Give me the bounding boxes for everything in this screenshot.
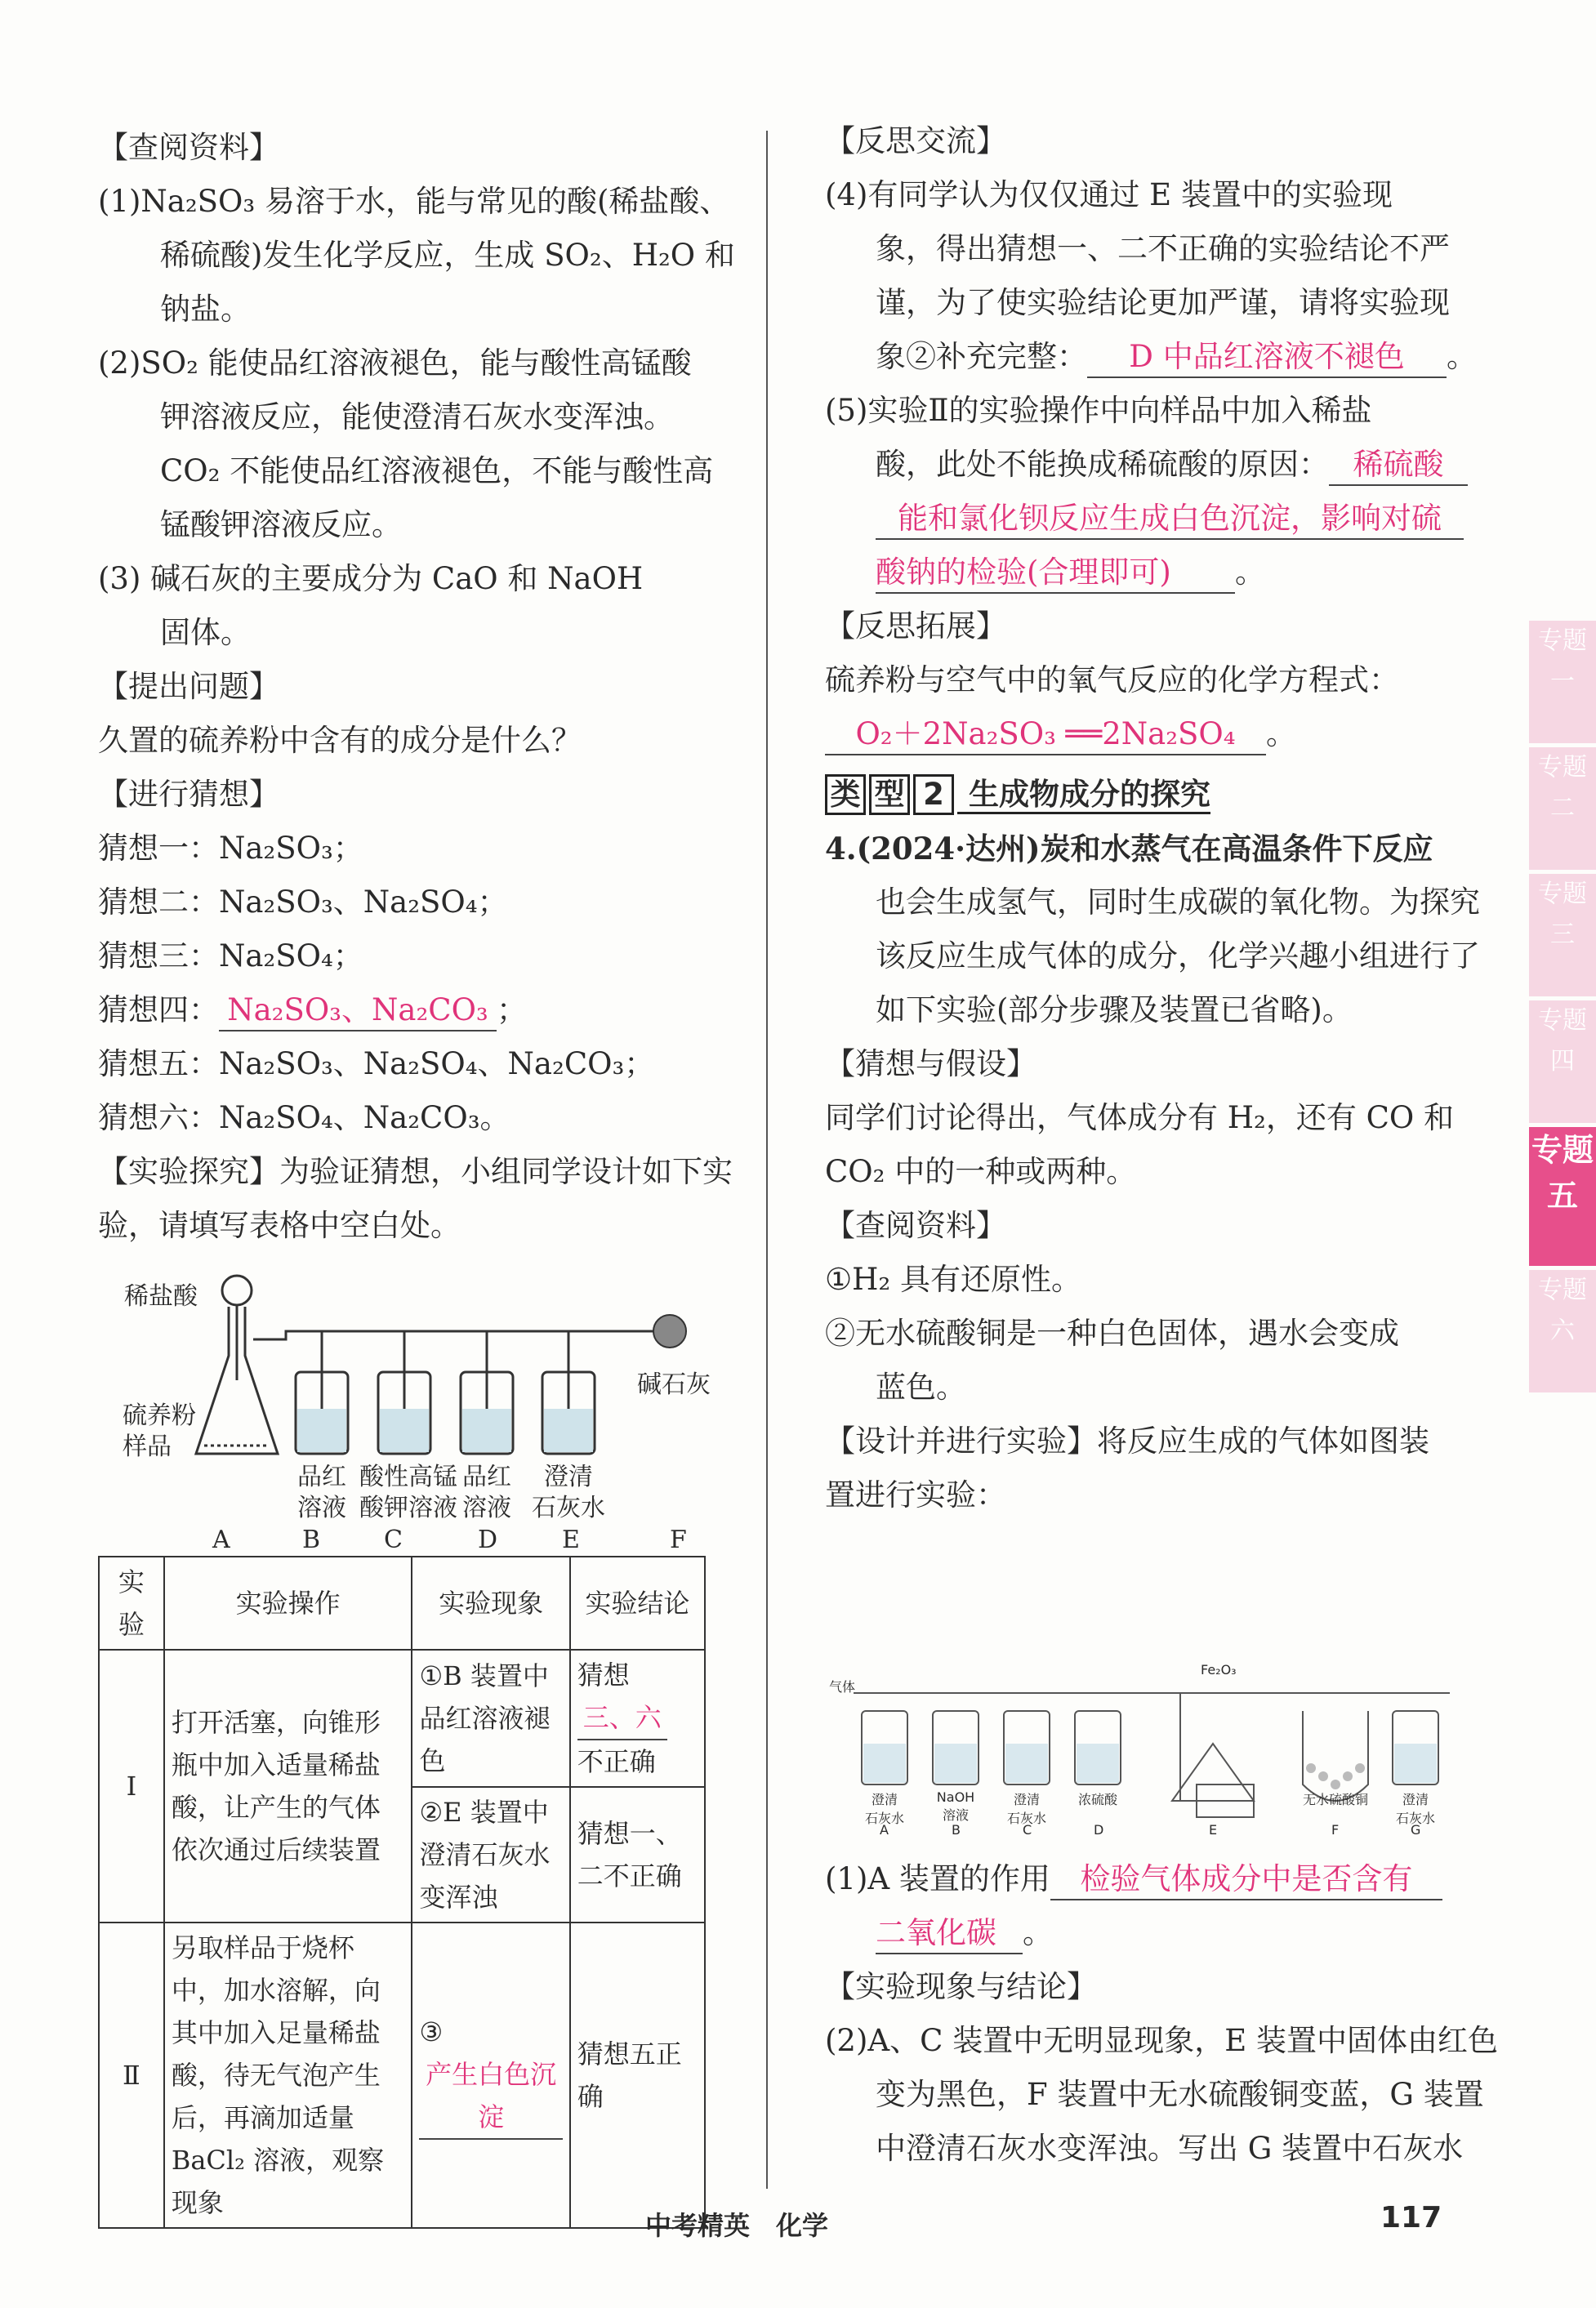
table-header-row xyxy=(99,1557,705,1650)
q4-line-2: 象，得出猜想一、二不正确的实验结论不严 xyxy=(876,231,1450,266)
q2-line-2: 变为黑色，F 装置中无水硫酸铜变蓝，G 装置 xyxy=(876,2077,1484,2112)
row-1-phenomenon-2: ②E 装置中澄清石灰水变浑浊 xyxy=(412,1787,569,1923)
q4-line-4 xyxy=(825,330,1477,384)
row-1-operation: 打开活塞，向锥形瓶中加入适量稀盐酸，让产生的气体依次通过后续装置 xyxy=(164,1650,412,1923)
q5-line-4 xyxy=(825,546,1470,599)
ref2-line-3: 蓝色。 xyxy=(876,1370,966,1405)
experiment-intro-cont: 验，请填写表格中空白处。 xyxy=(98,1208,461,1243)
table-row xyxy=(99,1650,705,1787)
la1: 澄清 xyxy=(871,1792,898,1807)
label-acid: 稀盐酸 xyxy=(124,1282,198,1311)
label-b2 xyxy=(933,1789,979,1824)
q1-answer-2[interactable]: 二氧化碳 xyxy=(876,1914,1023,1954)
c1-prefix: 猜想 xyxy=(577,1660,630,1691)
apparatus-diagram-2 xyxy=(829,1654,1466,1842)
label-bottle-c xyxy=(351,1462,466,1524)
q4-line-3: 谨，为了使实验结论更加严谨，请将实验现 xyxy=(876,285,1450,320)
extension-answer[interactable]: O₂＋2Na₂SO₃ ══2Na₂SO₄ xyxy=(825,715,1266,755)
label-bottle-e xyxy=(528,1462,609,1524)
label-c-2: 酸钾溶液 xyxy=(359,1494,457,1522)
letter2-g: G xyxy=(1411,1822,1421,1838)
lc2: 石灰水 xyxy=(1006,1811,1046,1826)
type-tag-1: 类 xyxy=(825,774,866,815)
problem-4-line-4: 如下实验(部分步骤及装置已省略)。 xyxy=(876,992,1353,1027)
heading-guess: 【进行猜想】 xyxy=(98,777,279,812)
heading-reflection: 【反思交流】 xyxy=(825,123,1006,158)
lb2: 溶液 xyxy=(942,1807,969,1823)
ref2-line-2: ②无水硫酸铜是一种白色固体，遇水会变成 xyxy=(825,1316,1399,1351)
row-label-2: Ⅱ xyxy=(99,1923,164,2228)
letter-c: C xyxy=(384,1526,403,1554)
label-d-1: 品红 xyxy=(462,1463,511,1491)
ref-item-2-cont2: CO₂ 不能使品红溶液褪色，不能与酸性高 xyxy=(160,453,714,488)
lc1: 澄清 xyxy=(1013,1792,1040,1807)
design-line-2: 置进行实验： xyxy=(825,1477,1006,1513)
hypothesis-line-1: 同学们讨论得出，气体成分有 H₂，还有 CO 和 xyxy=(825,1100,1455,1135)
q1-line-1 xyxy=(825,1852,1470,1906)
guess-4-suffix: ； xyxy=(497,992,527,1027)
experiment-intro: 【实验探究】为验证猜想，小组同学设计如下实 xyxy=(98,1154,733,1189)
problem-4-line-3: 该反应生成气体的成分，化学兴趣小组进行了 xyxy=(876,938,1480,974)
label-bottle-b xyxy=(289,1462,354,1524)
q5-line-1: (5)实验Ⅱ的实验操作中向样品中加入稀盐 xyxy=(825,393,1372,428)
row-label-1: Ⅰ xyxy=(99,1650,164,1923)
type-heading xyxy=(825,768,1470,822)
right-column xyxy=(825,114,1480,1522)
row-2-operation: 另取样品于烧杯中，加水溶解，向其中加入足量稀盐酸，待无气泡产生后，再滴加适量 BaCl₂ 溶液，观察现象 xyxy=(164,1923,412,2228)
q5-prefix: 酸，此处不能换成稀硫酸的原因： xyxy=(876,447,1329,482)
q5-line-3 xyxy=(825,492,1470,546)
ph-prefix: ③ xyxy=(419,2016,444,2047)
label-e-1: 澄清 xyxy=(544,1463,593,1491)
sidetab-2[interactable]: 专题二 xyxy=(1529,747,1596,870)
ref-item-1: (1)Na₂SO₃ 易溶于水，能与常见的酸(稀盐酸、 xyxy=(98,184,730,219)
row-1-conclusion-2: 猜想一、二不正确 xyxy=(570,1787,705,1923)
letter-d: D xyxy=(478,1526,498,1554)
lb1: NaOH xyxy=(936,1789,975,1805)
letter2-c: C xyxy=(1023,1822,1032,1838)
q4-prefix: 象②补充完整： xyxy=(876,339,1087,374)
q4-answer[interactable]: D 中品红溶液不褪色 xyxy=(1087,337,1447,378)
row-2-phenomenon xyxy=(412,1923,569,2228)
heading-hypothesis: 【猜想与假设】 xyxy=(825,1046,1037,1081)
label-gas-in: 气体 xyxy=(829,1679,856,1695)
sidetab-3[interactable]: 专题三 xyxy=(1529,874,1596,996)
left-column xyxy=(98,121,751,1253)
apparatus-diagram-1 xyxy=(114,1258,735,1552)
q1-line-2 xyxy=(825,1906,1470,1960)
q5-line-2 xyxy=(825,438,1470,492)
letter2-b: B xyxy=(952,1822,961,1838)
extension-suffix: 。 xyxy=(1266,716,1296,751)
letter2-f: F xyxy=(1331,1822,1340,1838)
guess-4-answer[interactable]: Na₂SO₃、Na₂CO₃ xyxy=(219,991,497,1031)
q1-suffix: 。 xyxy=(1023,1915,1053,1950)
q2-line-3: 中澄清石灰水变浑浊。写出 G 装置中石灰水 xyxy=(876,2131,1464,2166)
q5-suffix: 。 xyxy=(1235,555,1265,590)
q1-prefix: (1)A 装置的作用 xyxy=(825,1861,1050,1896)
ref2-line-1: ①H₂ 具有还原性。 xyxy=(825,1262,1082,1297)
ph-answer[interactable]: 产生白色沉淀 xyxy=(419,2053,562,2140)
guess-2: 猜想二：Na₂SO₃、Na₂SO₄； xyxy=(98,884,508,920)
th-concl: 实验结论 xyxy=(570,1557,705,1650)
ref-item-2-cont: 钾溶液反应，能使澄清石灰水变浑浊。 xyxy=(160,399,674,434)
lg1: 澄清 xyxy=(1402,1792,1429,1807)
label-soda-lime: 碱石灰 xyxy=(637,1370,711,1399)
label-e-2: 石灰水 xyxy=(532,1494,605,1522)
th-exp: 实验 xyxy=(99,1557,164,1650)
ref-item-1-cont: 稀硫酸)发生化学反应，生成 SO₂、H₂O 和 xyxy=(160,238,735,273)
table-row xyxy=(99,1923,705,2228)
letter2-a: A xyxy=(880,1822,889,1838)
row-2-conclusion: 猜想五正确 xyxy=(570,1923,705,2228)
guess-4 xyxy=(98,983,751,1037)
apparatus-drawing-2 xyxy=(829,1654,1466,1842)
right-column-lower xyxy=(825,1852,1498,2176)
problem-4-line-1: 4.(2024·达州)炭和水蒸气在高温条件下反应 xyxy=(825,831,1433,867)
letter-b: B xyxy=(302,1526,321,1554)
c1-suffix: 不正确 xyxy=(577,1746,656,1777)
sidetab-5-active[interactable]: 专题五 xyxy=(1529,1127,1596,1266)
ref-item-1-end: 钠盐。 xyxy=(160,292,251,327)
label-sample-2: 样品 xyxy=(123,1432,172,1461)
letter-a: A xyxy=(212,1526,230,1554)
soda-lime-tube xyxy=(653,1315,686,1348)
column-divider xyxy=(766,131,768,2189)
design-line-1: 【设计并进行实验】将反应生成的气体如图装 xyxy=(825,1424,1429,1459)
q1-answer-1[interactable]: 检验气体成分中是否含有 xyxy=(1050,1860,1442,1900)
hypothesis-line-2: CO₂ 中的一种或两种。 xyxy=(825,1154,1137,1189)
q4-suffix: 。 xyxy=(1447,339,1477,374)
heading-question: 【提出问题】 xyxy=(98,669,279,704)
lg2: 石灰水 xyxy=(1395,1811,1435,1826)
q5-answer-3[interactable]: 酸钠的检验(合理即可) xyxy=(876,553,1235,594)
q5-answer-2[interactable]: 能和氯化钡反应生成白色沉淀，影响对硫 xyxy=(876,499,1464,540)
heading-ref-2: 【查阅资料】 xyxy=(825,1208,1006,1243)
extension-question: 硫养粉与空气中的氧气反应的化学方程式： xyxy=(825,662,1399,697)
label-b-1: 品红 xyxy=(297,1463,346,1491)
page-number: 117 xyxy=(1380,2201,1442,2234)
problem-4-line-2: 也会生成氢气，同时生成碳的氧化物。为探究 xyxy=(876,884,1480,920)
q5-answer-1[interactable]: 稀硫酸 xyxy=(1329,445,1468,486)
extension-answer-line xyxy=(825,707,1470,761)
guess-5: 猜想五：Na₂SO₃、Na₂SO₄、Na₂CO₃； xyxy=(98,1046,655,1081)
label-sample xyxy=(123,1401,196,1463)
q2-line-1: (2)A、C 装置中无明显现象，E 装置中固体由红色 xyxy=(825,2023,1498,2058)
footer-book-title: 中考精英 化学 xyxy=(645,2210,829,2241)
type-title: 生成物成分的探究 xyxy=(957,777,1210,814)
label-d2: 浓硫酸 xyxy=(1077,1792,1117,1807)
label-bottle-d xyxy=(454,1462,519,1524)
label-b-2: 溶液 xyxy=(297,1494,346,1522)
label-fe2o3: Fe₂O₃ xyxy=(1201,1662,1237,1678)
sidetab-4[interactable]: 专题四 xyxy=(1529,1000,1596,1123)
ref-item-2-end: 锰酸钾溶液反应。 xyxy=(160,507,402,542)
q4-line-1: (4)有同学认为仅仅通过 E 装置中的实验现 xyxy=(825,177,1393,212)
th-phen: 实验现象 xyxy=(412,1557,569,1650)
label-d-2: 溶液 xyxy=(462,1494,511,1522)
label-sample-1: 硫养粉 xyxy=(123,1401,196,1430)
label-c-1: 酸性高锰 xyxy=(359,1463,457,1491)
heading-results: 【实验现象与结论】 xyxy=(825,1969,1097,2004)
ref-item-3: (3) 碱石灰的主要成分为 CaO 和 NaOH xyxy=(98,561,644,596)
experiment-table xyxy=(98,1556,706,2229)
ref-item-2: (2)SO₂ 能使品红溶液褪色，能与酸性高锰酸 xyxy=(98,345,692,381)
ref-item-3-end: 固体。 xyxy=(160,615,251,650)
heading-ref: 【查阅资料】 xyxy=(98,130,279,165)
sidetab-1[interactable]: 专题一 xyxy=(1529,621,1596,743)
c1-answer[interactable]: 三、六 xyxy=(577,1696,667,1740)
question-text: 久置的硫养粉中含有的成分是什么？ xyxy=(98,723,582,758)
type-tag-3: 2 xyxy=(913,774,954,815)
heading-extension: 【反思拓展】 xyxy=(825,608,1006,644)
guess-4-prefix: 猜想四： xyxy=(98,992,219,1027)
guess-6: 猜想六：Na₂SO₄、Na₂CO₃。 xyxy=(98,1100,510,1135)
type-tag-2: 型 xyxy=(869,774,910,815)
row-1-phenomenon-1: ①B 装置中品红溶液褪色 xyxy=(412,1650,569,1787)
la2: 石灰水 xyxy=(864,1811,904,1826)
row-1-conclusion-1 xyxy=(570,1650,705,1787)
sidetab-6[interactable]: 专题六 xyxy=(1529,1270,1596,1392)
letter2-d: D xyxy=(1094,1822,1104,1838)
guess-3: 猜想三：Na₂SO₄； xyxy=(98,938,363,974)
letter-f: F xyxy=(670,1526,687,1554)
letter2-e: E xyxy=(1209,1822,1218,1838)
letter-e: E xyxy=(562,1526,580,1554)
guess-1: 猜想一：Na₂SO₃； xyxy=(98,831,363,866)
th-op: 实验操作 xyxy=(164,1557,412,1650)
label-f2: 无水硫酸铜 xyxy=(1302,1792,1368,1807)
